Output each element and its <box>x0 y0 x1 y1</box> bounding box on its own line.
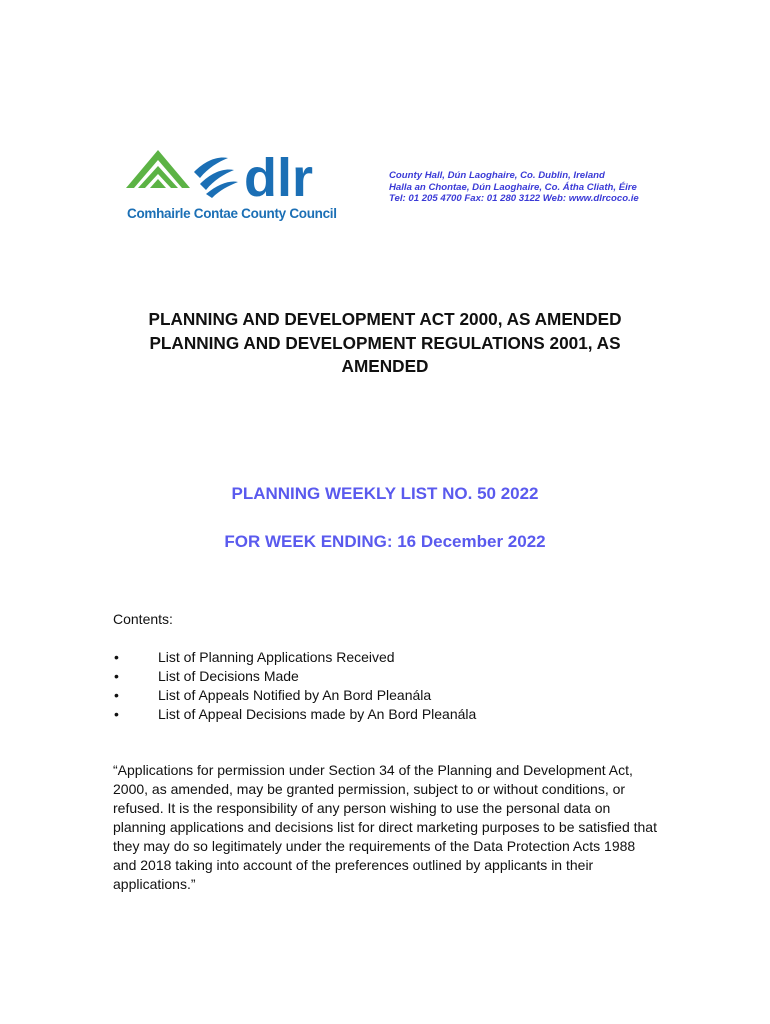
bullet-icon: • <box>114 706 119 722</box>
contact-line: Tel: 01 205 4700 Fax: 01 280 3122 Web: www.dlrcoco.ie <box>389 193 639 205</box>
list-item-label: List of Appeal Decisions made by An Bord Pleanála <box>158 706 477 722</box>
address-line: County Hall, Dún Laoghaire, Co. Dublin, Ireland <box>389 170 605 181</box>
bullet-icon: • <box>114 687 119 703</box>
act-title-line: PLANNING AND DEVELOPMENT ACT 2000, AS AMENDED <box>148 309 622 329</box>
data-protection-disclaimer: “Applications for permission under Section 34 of the Planning and Development Act, 2000, as amended, may be granted permission, subject to or without conditions, or refused. It is the responsibility of any person wishing to use the personal data on planning applications and decisions list for direct marketing purposes to be satisfied that they may do so legitimately under the requirements of the Data Protection Acts 1988 and 2018 taking into account of the preferences outlined by applicants in their applications.” <box>113 762 657 892</box>
dlr-wordmark: dlr <box>244 148 314 206</box>
list-item <box>113 705 476 724</box>
dlr-logo-mark <box>126 146 336 206</box>
contents-list <box>113 648 476 724</box>
council-name: Comhairle Contae County Council <box>127 206 337 221</box>
address-line-irish: Halla an Chontae, Dún Laoghaire, Co. Átha Cliath, Éire <box>389 181 637 193</box>
act-title-line: PLANNING AND DEVELOPMENT REGULATIONS 2001, AS <box>149 332 621 353</box>
list-item-label: List of Decisions Made <box>158 668 299 684</box>
list-item-label: List of Planning Applications Received <box>158 649 395 665</box>
bullet-icon: • <box>114 668 119 684</box>
list-item-label: List of Appeals Notified by An Bord Pleanála <box>158 687 432 703</box>
bullet-icon: • <box>114 649 119 665</box>
week-ending-date: FOR WEEK ENDING: 16 December 2022 <box>224 532 546 551</box>
list-item <box>113 686 476 705</box>
dlr-logo <box>126 146 336 226</box>
act-title <box>120 308 650 379</box>
list-item <box>113 648 476 667</box>
contents-label: Contents: <box>113 611 173 627</box>
list-item <box>113 667 476 686</box>
council-address <box>389 170 639 205</box>
act-title-line: AMENDED <box>341 356 429 376</box>
weekly-list-title: PLANNING WEEKLY LIST NO. 50 2022 <box>231 484 539 503</box>
